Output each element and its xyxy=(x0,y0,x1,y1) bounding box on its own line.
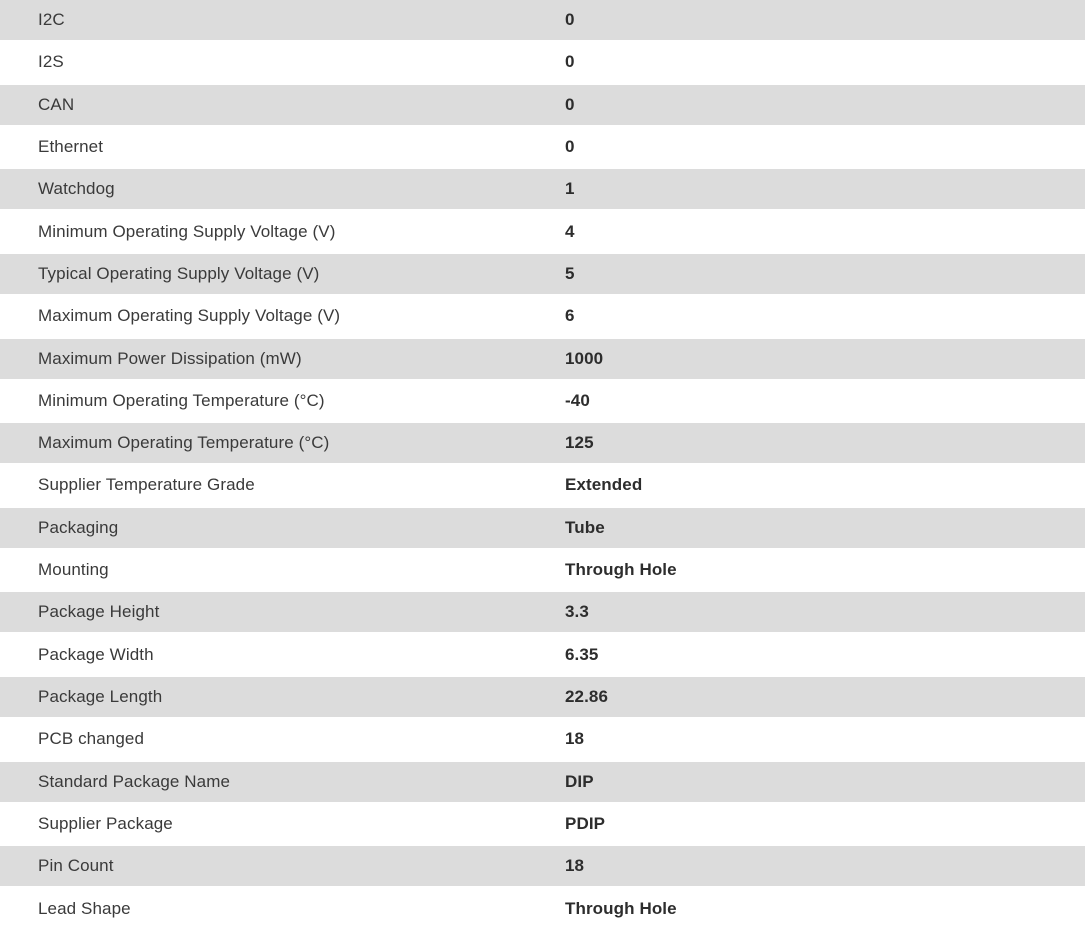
spec-attribute-label: Lead Shape xyxy=(38,898,131,918)
spec-attribute-label: Package Length xyxy=(38,687,163,706)
spec-attribute-value: 18 xyxy=(565,729,585,749)
spec-attribute-label: Package Height xyxy=(38,602,160,622)
spec-attribute-value: 18 xyxy=(565,856,585,876)
spec-attribute-value: 125 xyxy=(565,433,594,453)
table-row xyxy=(0,465,1085,505)
table-row xyxy=(0,550,1085,590)
spec-attribute-value: Through Hole xyxy=(565,560,677,580)
spec-attribute-value: 4 xyxy=(565,221,575,241)
spec-attribute-label: Standard Package Name xyxy=(38,771,231,791)
spec-attribute-label: PCB changed xyxy=(38,729,145,749)
spec-attribute-label: Minimum Operating Supply Voltage (V) xyxy=(38,221,336,241)
spec-attribute-value: 5 xyxy=(565,263,575,283)
table-row xyxy=(0,254,1085,294)
table-row xyxy=(0,635,1085,675)
table-row xyxy=(0,381,1085,421)
spec-attribute-value: 1 xyxy=(565,179,575,199)
spec-attribute-value: -40 xyxy=(565,390,590,410)
table-row xyxy=(0,719,1085,759)
spec-attribute-value: Extended xyxy=(565,475,643,495)
spec-attribute-value: 22.86 xyxy=(565,687,609,706)
table-row xyxy=(0,169,1085,209)
table-row xyxy=(0,762,1085,802)
table-row xyxy=(0,423,1085,463)
spec-attribute-value: Through Hole xyxy=(565,898,677,918)
table-row xyxy=(0,127,1085,167)
spec-attribute-label: Typical Operating Supply Voltage (V) xyxy=(38,263,320,283)
spec-attribute-label: Package Width xyxy=(38,644,154,664)
spec-attribute-label: I2S xyxy=(38,52,64,72)
table-row xyxy=(0,339,1085,379)
spec-attribute-label: Maximum Operating Supply Voltage (V) xyxy=(38,306,341,326)
spec-attribute-label: Packaging xyxy=(38,517,119,537)
spec-attribute-label: Pin Count xyxy=(38,856,114,876)
table-row xyxy=(0,42,1085,82)
table-row xyxy=(0,296,1085,336)
table-row xyxy=(0,212,1085,252)
spec-attribute-value: DIP xyxy=(565,771,594,791)
spec-attribute-label: Supplier Temperature Grade xyxy=(38,475,255,495)
table-row xyxy=(0,889,1085,929)
spec-attribute-label: CAN xyxy=(38,94,75,114)
spec-attribute-value: 0 xyxy=(565,94,575,114)
spec-attribute-value: 0 xyxy=(565,52,575,72)
table-row xyxy=(0,804,1085,844)
spec-attribute-label: Minimum Operating Temperature (°C) xyxy=(38,390,325,410)
table-row xyxy=(0,85,1085,125)
spec-attribute-label: Supplier Package xyxy=(38,813,173,833)
table-row xyxy=(0,846,1085,886)
spec-attribute-value: 0 xyxy=(565,136,575,156)
table-row xyxy=(0,592,1085,632)
spec-attribute-value: PDIP xyxy=(565,813,606,833)
table-row xyxy=(0,677,1085,717)
spec-attribute-value: 3.3 xyxy=(565,602,589,622)
spec-attribute-label: Maximum Power Dissipation (mW) xyxy=(38,348,302,368)
spec-attribute-value: 0 xyxy=(565,10,575,29)
spec-attribute-label: Maximum Operating Temperature (°C) xyxy=(38,433,330,453)
table-row xyxy=(0,0,1085,40)
spec-attribute-label: Ethernet xyxy=(38,136,104,156)
spec-attribute-label: Mounting xyxy=(38,560,109,580)
table-row xyxy=(0,508,1085,548)
spec-attribute-label: I2C xyxy=(38,10,65,29)
spec-attribute-value: 6.35 xyxy=(565,644,599,664)
spec-attribute-value: 6 xyxy=(565,306,575,326)
spec-attribute-value: Tube xyxy=(565,517,605,537)
spec-attribute-label: Watchdog xyxy=(38,179,115,199)
spec-attribute-value: 1000 xyxy=(565,348,604,368)
